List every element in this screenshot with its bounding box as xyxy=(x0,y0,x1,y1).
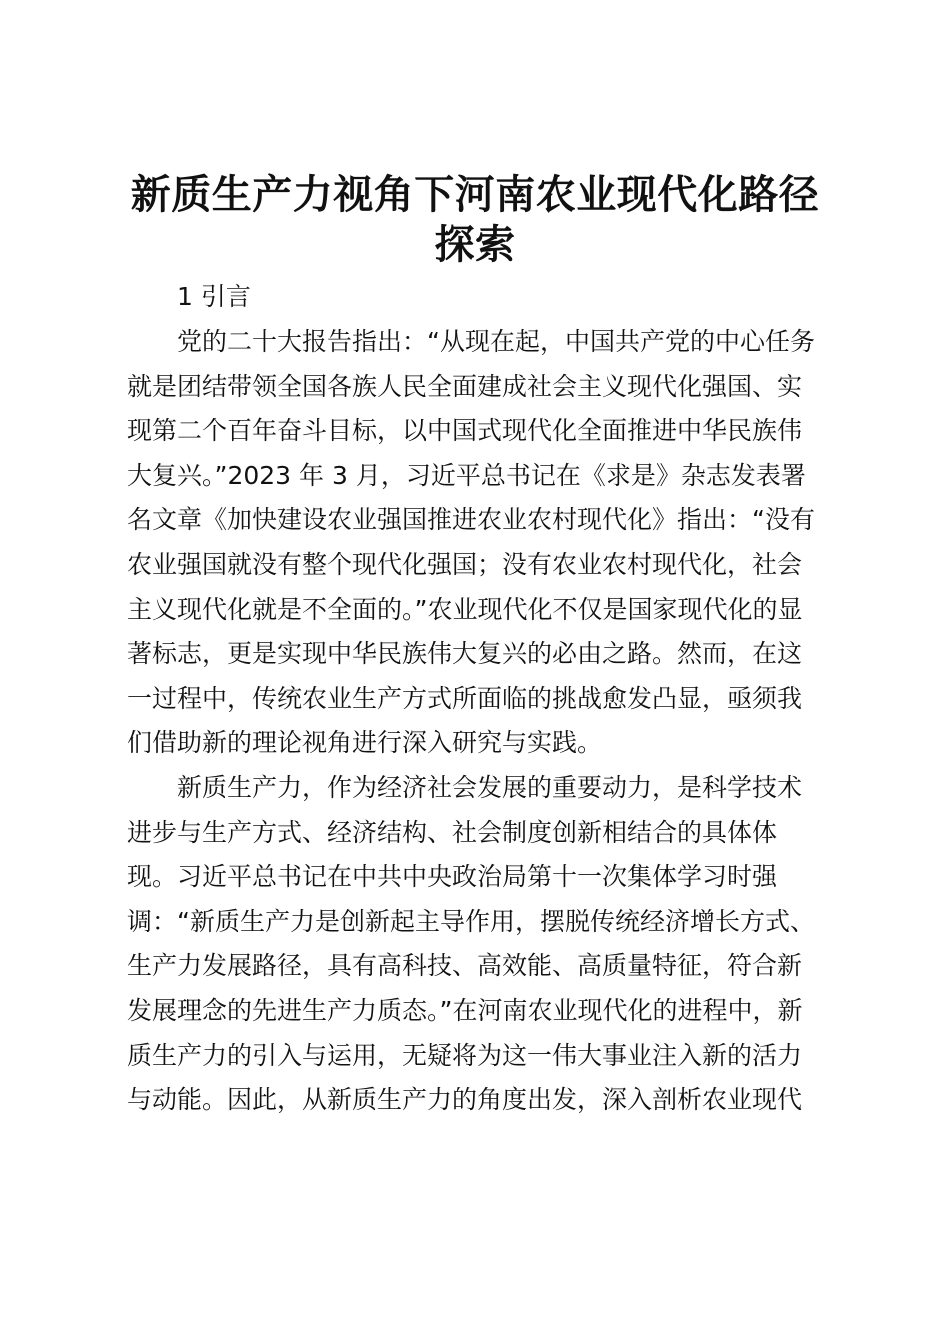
paragraph-line: 调：“新质生产力是创新起主导作用，摆脱传统经济增长方式、 xyxy=(127,906,815,936)
paragraph-line: 新质生产力，作为经济社会发展的重要动力，是科学技术 xyxy=(177,773,803,802)
paragraph-line: 进步与生产方式、经济结构、社会制度创新相结合的具体体 xyxy=(127,817,778,847)
paragraph-line: 生产力发展路径，具有高科技、高效能、高质量特征，符合新 xyxy=(127,951,803,981)
document-title-line-1: 新质生产力视角下河南农业现代化路径 xyxy=(130,172,820,218)
paragraph-2 xyxy=(127,766,837,1123)
paragraph-line: 与动能。因此，从新质生产力的角度出发，深入剖析农业现代 xyxy=(127,1085,803,1115)
section-heading: 1 引言 xyxy=(177,282,251,311)
paragraph-line: 著标志，更是实现中华民族伟大复兴的必由之路。然而，在这 xyxy=(127,639,803,669)
paragraph-line: 现。习近平总书记在中共中央政治局第十一次集体学习时强 xyxy=(127,862,778,892)
paragraph-line: 主义现代化就是不全面的。”农业现代化不仅是国家现代化的显 xyxy=(127,594,803,624)
paragraph-line: 现第二个百年奋斗目标，以中国式现代化全面推进中华民族伟 xyxy=(127,416,803,446)
paragraph-line: 党的二十大报告指出：“从现在起，中国共产党的中心任务 xyxy=(177,327,815,356)
paragraph-line: 质生产力的引入与运用，无疑将为这一伟大事业注入新的活力 xyxy=(127,1040,803,1070)
paragraph-line: 就是团结带领全国各族人民全面建成社会主义现代化强国、实 xyxy=(127,371,803,401)
paragraph-line: 一过程中，传统农业生产方式所面临的挑战愈发凸显，亟须我 xyxy=(127,683,803,713)
paragraph-line: 发展理念的先进生产力质态。”在河南农业现代化的进程中，新 xyxy=(127,995,803,1025)
paragraph-line: 大复兴。”2023 年 3 月，习近平总书记在《求是》杂志发表署 xyxy=(127,460,806,490)
document-title-line-2: 探索 xyxy=(434,222,516,268)
paragraph-1 xyxy=(127,320,837,766)
paragraph-line: 农业强国就没有整个现代化强国；没有农业农村现代化，社会 xyxy=(127,549,803,579)
paragraph-line: 名文章《加快建设农业强国推进农业农村现代化》指出：“没有 xyxy=(127,505,815,535)
paragraph-line: 们借助新的理论视角进行深入研究与实践。 xyxy=(127,728,603,758)
